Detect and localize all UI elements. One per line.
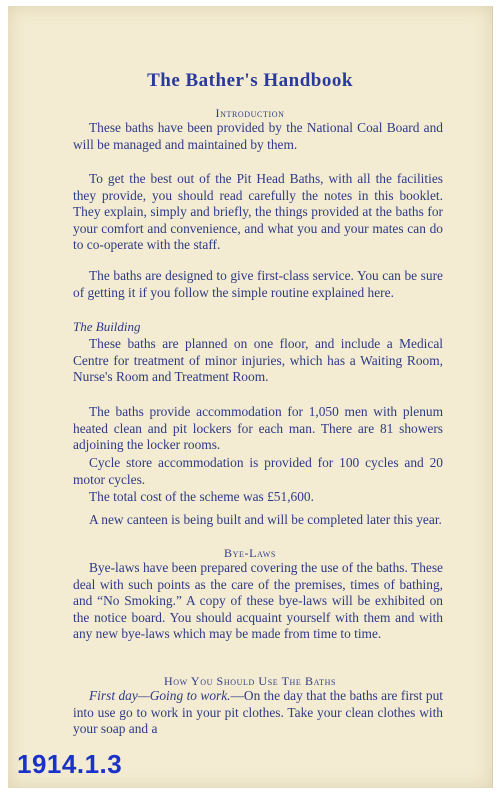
paragraph-building-3: Cycle store accommodation is provided for 100 cycles and 20 motor cycles. [73, 455, 443, 487]
paragraph-building-4: The total cost of the scheme was £51,600. [89, 489, 314, 504]
paragraph-byelaws-1: Bye-laws have been prepared covering the use of the baths. These deal with such points as the care of the premises, times of bathing, and “No Smoking.” A copy of these bye-laws will be exhibited on the notice board. You should acquaint yourself with them and with any new bye-laws which may be made from time to time. [73, 560, 443, 641]
paragraph-building-1: These baths are planned on one floor, and include a Medical Centre for treatment of minor injuries, which has a Waiting Room, Nurse's Room and Treatment Room. [73, 336, 443, 384]
paragraph-building-2: The baths provide accommodation for 1,050 men with plenum heated clean and pit lockers for each man. There are 81 showers adjoining the locker rooms. [73, 404, 443, 452]
paragraph-intro-1: These baths have been provided by the National Coal Board and will be managed and maintained by them. [73, 120, 443, 152]
archive-reference-stamp: 1914.1.3 [17, 749, 123, 779]
section-heading-building: The Building [73, 319, 141, 334]
document-title: The Bather's Handbook [147, 70, 353, 91]
section-heading-introduction: Introduction [215, 106, 285, 120]
paragraph-intro-2: To get the best out of the Pit Head Baths, with all the facilities they provide, you should read carefully the notes in this booklet. They explain, simply and briefly, the things provided at the baths for your comfort and convenience, and what you and your mates can do to co-operate with the staff. [73, 171, 443, 252]
section-heading-byelaws: Bye-Laws [224, 546, 276, 560]
paragraph-how-to-use-1 [73, 688, 443, 738]
paragraph-building-5: A new canteen is being built and will be completed later this year. [89, 512, 442, 527]
paragraph-lead-phrase: First day—Going to work. [89, 688, 231, 703]
paragraph-intro-3: The baths are designed to give first-class service. You can be sure of getting it if you follow the simple routine explained here. [73, 268, 443, 300]
section-heading-how-to-use: How You Should Use The Baths [163, 674, 337, 688]
paragraph-text: —On the day that the baths are first put into use go to work in your pit clothes. Take your clean clothes with your soap and a [73, 688, 443, 736]
